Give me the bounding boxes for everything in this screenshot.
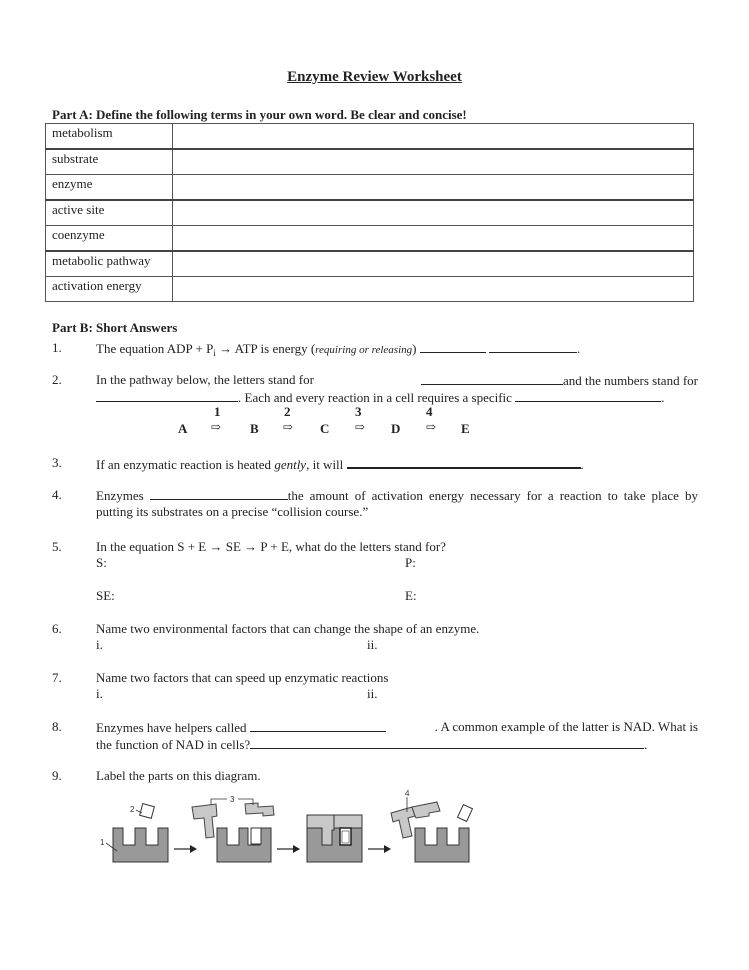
pathway-letter: E — [461, 421, 470, 436]
question-text: Enzymes have helpers called — [96, 720, 250, 735]
question-number: 7. — [52, 670, 62, 685]
label-3: 3 — [230, 795, 235, 804]
italic-hint: requiring or releasing — [315, 344, 413, 356]
answer-label-s: S: — [96, 555, 107, 570]
question-text: . Each and every reaction in a cell requires a specific — [238, 390, 516, 405]
answer-label-e: E: — [405, 588, 417, 603]
label-4: 4 — [405, 789, 410, 798]
table-row — [46, 251, 694, 277]
question-number: 8. — [52, 719, 62, 734]
definition-cell[interactable] — [173, 251, 694, 277]
question-number: 6. — [52, 621, 62, 636]
question-3 — [52, 455, 698, 473]
arrow-right-icon: ⇨ — [355, 420, 366, 434]
term-cell: substrate — [46, 149, 173, 175]
question-9 — [52, 768, 698, 784]
step-number: 1 — [214, 404, 221, 419]
table-row — [46, 200, 694, 226]
question-text: In the equation S + E → SE → P + E, what do the letters stand for? — [96, 539, 446, 554]
punctuation: . — [644, 737, 648, 752]
question-text: Enzymes — [96, 488, 150, 503]
term-cell: activation energy — [46, 277, 173, 302]
question-1 — [52, 340, 698, 361]
answer-blank[interactable] — [250, 719, 386, 732]
question-8 — [52, 719, 698, 753]
punctuation: . — [580, 457, 584, 472]
question-text: the function of NAD in cells? — [96, 737, 251, 752]
answer-blank[interactable] — [420, 340, 486, 353]
answer-label-p: P: — [405, 555, 416, 570]
question-2 — [52, 372, 698, 406]
question-7 — [52, 670, 698, 686]
question-number: 9. — [52, 768, 62, 783]
answer-blank[interactable] — [96, 389, 238, 402]
term-cell: enzyme — [46, 175, 173, 201]
answer-label-i: i. — [96, 686, 103, 701]
definitions-table — [45, 123, 694, 302]
table-row — [46, 277, 694, 302]
enzyme-shape — [113, 828, 168, 862]
question-text: Name two environmental factors that can change the shape of an enzyme. — [96, 621, 480, 636]
answer-label-i: i. — [96, 637, 103, 652]
question-5 — [52, 539, 698, 555]
answer-blank[interactable] — [347, 455, 581, 469]
term-cell: metabolic pathway — [46, 251, 173, 277]
label-1: 1 — [100, 838, 105, 847]
question-text: and the numbers stand for — [562, 373, 698, 388]
question-text: Label the parts on this diagram. — [96, 768, 261, 783]
question-text: ) — [412, 341, 420, 356]
definition-cell[interactable] — [173, 200, 694, 226]
step-number: 3 — [355, 404, 362, 419]
question-text: The equation ADP + P — [96, 341, 214, 356]
punctuation: . — [576, 341, 581, 356]
punctuation: . — [661, 390, 665, 405]
page-title: Enzyme Review Worksheet — [287, 69, 462, 85]
answer-blank[interactable] — [150, 487, 288, 500]
question-4 — [52, 487, 698, 520]
answer-label-ii: ii. — [367, 686, 378, 701]
arrow-right-icon: ⇨ — [426, 420, 437, 434]
definition-cell[interactable] — [173, 124, 694, 150]
question-number: 3. — [52, 455, 62, 470]
question-text: . A common example of the latter is NAD. What is — [434, 719, 698, 734]
label-2: 2 — [130, 805, 135, 814]
product-square — [140, 804, 155, 819]
table-row — [46, 149, 694, 175]
answer-label-se: SE: — [96, 588, 115, 603]
pathway-letter: C — [320, 421, 330, 436]
question-number: 2. — [52, 372, 62, 387]
answer-blank[interactable] — [515, 389, 661, 402]
answer-label-ii: ii. — [367, 637, 378, 652]
part-b-heading: Part B: Short Answers — [52, 320, 178, 335]
question-6 — [52, 621, 698, 637]
step-number: 2 — [284, 404, 291, 419]
question-text: , it will — [306, 457, 347, 472]
question-number: 4. — [52, 487, 62, 502]
definition-cell[interactable] — [173, 226, 694, 252]
pathway-letter: A — [178, 421, 188, 436]
term-cell: active site — [46, 200, 173, 226]
enzyme-substrate-diagram — [90, 785, 480, 870]
term-cell: metabolism — [46, 124, 173, 150]
question-text: → ATP is energy ( — [215, 341, 316, 356]
definition-cell[interactable] — [173, 149, 694, 175]
step-number: 4 — [426, 404, 433, 419]
answer-blank[interactable] — [421, 372, 563, 385]
question-number: 5. — [52, 539, 62, 554]
question-text: the amount of activation energy necessary for a reaction to take place by putting its substrates on a precise “collision course.” — [96, 488, 698, 519]
part-a-heading: Part A: Define the following terms in your own word. Be clear and concise! — [52, 107, 467, 122]
table-row — [46, 226, 694, 252]
definition-cell[interactable] — [173, 277, 694, 302]
answer-blank[interactable] — [250, 736, 644, 749]
question-text: If an enzymatic reaction is heated — [96, 457, 275, 472]
table-row — [46, 175, 694, 201]
question-text: Name two factors that can speed up enzymatic reactions — [96, 670, 389, 685]
arrow-right-icon: ⇨ — [211, 420, 222, 434]
pathway-letter: D — [391, 421, 401, 436]
table-row — [46, 124, 694, 150]
pathway-letter: B — [250, 421, 259, 436]
subscript: i — [213, 348, 216, 358]
question-text: In the pathway below, the letters stand for — [96, 372, 314, 387]
question-number: 1. — [52, 340, 62, 355]
arrow-right-icon: ⇨ — [283, 420, 294, 434]
definition-cell[interactable] — [173, 175, 694, 201]
term-cell: coenzyme — [46, 226, 173, 252]
answer-blank[interactable] — [489, 340, 577, 353]
italic-word: gently — [274, 457, 307, 472]
